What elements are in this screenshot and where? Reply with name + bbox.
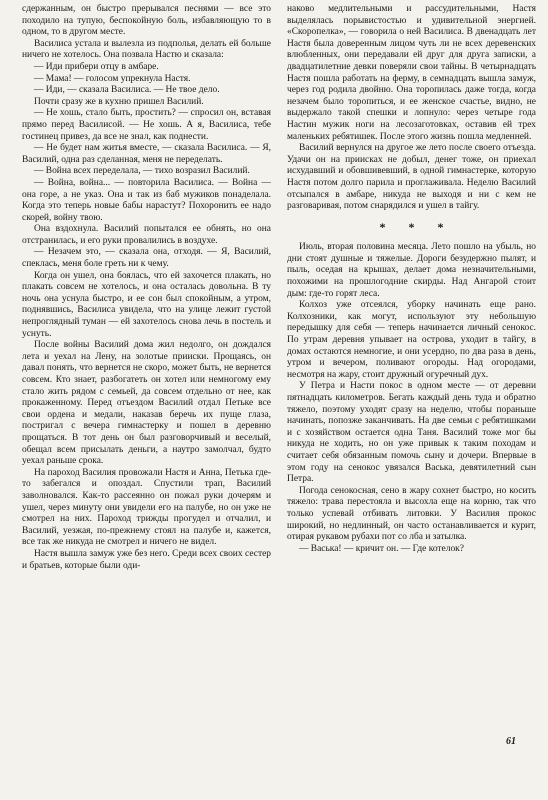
paragraph: У Петра и Насти покос в одном месте — от деревни пятнадцать километров. Бегать каждый день туда и обратно тяжело, поэтому уходят сразу на неделю, чтобы пораньше начинать, попозже заканчивать. На две семьи с ребятишками и с хозяйством остается одна Таня. Василий тоже мог бы никуда не ходить, но он уже привык к таким походам и считает себя обязанным помочь сыну и дочери. Впервые в этом году на сенокос увязался Васька, девятилетний сын Петра. — [287, 381, 536, 485]
paragraph: — Васька! — кричит он. — Где котелок? — [299, 543, 464, 554]
paragraph: Почти сразу же в кухню пришел Василий. — [34, 96, 204, 107]
paragraph: Василий вернулся на другое же лето после своего отъезда. Удачи он на приисках не добыл, денег тоже, он приехал исхудавший и обовшивевший, в одной гимнастерке, которую Настя потом долго парила и проглаживала. Неделю Василий отсыпался в амбаре, никуда не выходя и ни с кем не разговаривая, потом снарядился и ушел в тайгу. — [287, 143, 536, 212]
paragraph: Колхоз уже отсеялся, уборку начинать еще рано. Колхозники, как могут, используют эту небольшую передышку для себя — теперь начинается личный сенокос. По утрам деревня упывает на острова, уходит в тайгу, в домах остаются немногие, и они усердно, по два раза в день, утром и вечером, поливают огороды. Над огородами, несмотря на жару, стоит дружный огуречный дух. — [287, 300, 536, 380]
paragraph: сдержанным, он быстро прерывался песнями — все это походило на тупую, беспокойную боль, избавляющую то в одном, то в другом месте. — [22, 4, 271, 38]
paragraph: — Незачем это, — сказала она, отходя. — Я, Василий, спеклась, меня боле греть ни к чему. — [22, 247, 271, 270]
paragraph: — Иди, — сказала Василиса. — Не твое дело. — [34, 85, 220, 96]
paragraph: — Не хошь, стало быть, простить? — спросил он, вставая прямо перед Василисой. — Не хошь. А я, Василиса, тебе гостинец привез, да все не знал, как поднести. — [22, 108, 271, 142]
paragraph: Василиса устала и вылезла из подполья, делать ей больше ничего не хотелось. Она позвала Настю и сказала: — [22, 38, 271, 61]
paragraph: — Мама! — голосом упрекнула Настя. — [34, 73, 191, 84]
page-number: 61 — [506, 736, 516, 747]
paragraph: — Иди прибери отцу в амбаре. — [34, 61, 159, 72]
paragraph: После войны Василий дома жил недолго, он дождался лета и уехал на Лену, на золотые прииски. Прощаясь, он давал понять, что вернется не скоро, может быть, не вернется совсем. Кто знает, разбогатеть он хотел или немногому ему стало жить рядом с семьей, да совсем отдельно от нее, как прокаженному. Перед отъездом Василий отдал Петьке все свои ордена и медали, наказав беречь их пуще глаза, постригал с вечера гимнастерку и пошел в деревню прощаться. В тот день он был разговорчивый и веселый, обещал всем присылать деньги, а наутро замолчал, будто уехал раньше срока. — [22, 340, 271, 467]
paragraph: Она вздохнула. Василий попытался ее обнять, но она отстранилась, и его руки провалились в воздухе. — [22, 224, 271, 246]
right-column-top — [287, 4, 536, 213]
right-column-bottom — [287, 242, 536, 555]
right-column — [287, 4, 536, 555]
section-separator: * * * — [379, 219, 454, 234]
paragraph: Погода сенокосная, сено в жару сохнет быстро, но косить тяжело: трава перестояла и высохла еще на корню, так что только успевай отбивать литовки. У Василия прокос широкий, но недлинный, он часто останавливается и курит, отирая рукавом рубахи пот со лба и затылка. — [287, 485, 536, 543]
left-column — [22, 4, 271, 572]
paragraph: — Не будет нам житья вместе, — сказала Василиса. — Я, Василий, одна раз сделанная, меня не переделать. — [22, 143, 271, 165]
paragraph: — Война, война... — повторила Василиса. — Война — она горе, а не указ. Она и так из баб мужиков понаделала. Когда это теперь новые бабы нарастут? Похоронить ее надо скорей, войну твою. — [22, 177, 271, 223]
paragraph: Июль, вторая половина месяца. Лето пошло на убыль, но дни стоят душные и тяжелые. Дороги безудержно пылят, и пыль, оседая на крышах, делает дома незначительными, похожими на прошлогодние скирды. Над Ангарой стоит дым: где-то горят леса. — [287, 242, 536, 299]
paragraph: На пароход Василия провожали Настя и Анна, Петька где-то забегался и опоздал. Спустили трап, Василий заволновался. Как-то рассеянно он пожал руки дочерям и ушел, через минуту они увидели его на палубе, но он уже не смотрел на них. Пароход трижды прогудел и отчалил, и Василий, уезжая, по-прежнему стоял на палубе и, кажется, все так же никуда не смотрел и ничего не видел. — [22, 467, 271, 548]
paragraph: — Война всех переделала, — тихо возразил Василий. — [34, 166, 250, 177]
paragraph: наково медлительными и рассудительными, Настя выделялась порывистостью и удивительной энергией. «Скоропелка», — говорила о ней Василиса. В двенадцать лет Настя была доверенным лицом чуть ли не всех деревенских влюбленных, они передавали ей друг для друга записки, а двадцатилетние девки поверяли свои тайны. В четырнадцать Настя пошла работать на ферму, в семнадцать вышла замуж, через год родила двойню. Она торопилась даже тогда, когда незачем было торопиться, и ее женское счастье, видно, не выдержало такой спешки и лопнуло: через четыре года Настин мужик ноги на лесозаготовках, оставив ей трех маленьких ребятишек. После этого жизнь пошла медленней. — [287, 4, 536, 142]
paragraph: Настя вышла замуж уже без него. Среди всех своих сестер и братьев, которые были оди- — [22, 548, 271, 571]
paragraph: Когда он ушел, она боялась, что ей захочется плакать, но плакать совсем не хотелось, и она осталась довольна. В ту ночь она уснула быстро, и ее сон был спокойным, а утром, поднявшись, Василиса увидела, что на улице лежит густой непроглядный туман — ей захотелось снова лечь в постель и уснуть. — [22, 270, 271, 339]
